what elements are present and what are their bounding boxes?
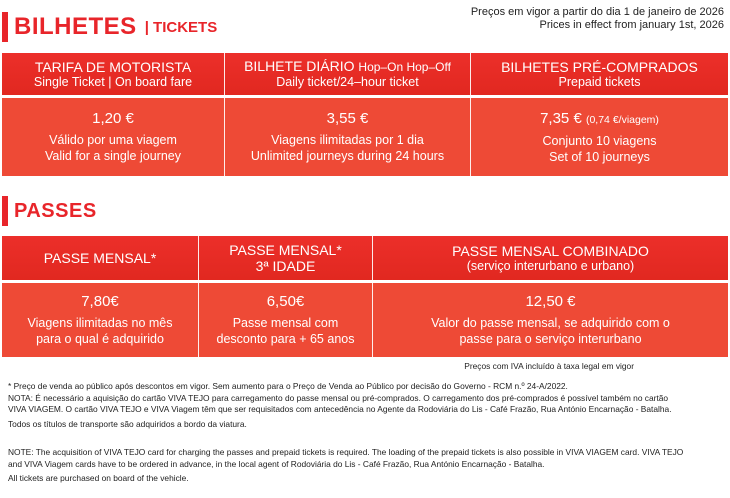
- footnote-line: NOTE: The acquisition of VIVA TEJO card for charging the passes and prepaid tickets is required. The loading of the prepaid tickets is also possible in VIVA VIAGEM card. VIVA TEJO: [8, 447, 684, 457]
- footnote-line: and VIVA Viagem cards have to be ordered in advance, in the local agent of Rodoviária do Lis - Café Frazão, Rua António Encarnação - Batalha.: [8, 458, 545, 469]
- pass-header-senior: [198, 236, 372, 280]
- pass-desc-line1: Valor do passe mensal, se adquirido com o: [431, 316, 670, 330]
- ticket-subtitle: Daily ticket/24–hour ticket: [276, 75, 419, 89]
- pass-desc-line1: Passe mensal com: [232, 316, 339, 330]
- pass-desc-line1: Viagens ilimitadas no mês: [27, 316, 173, 330]
- pass-desc-line2: passe para o serviço interurbano: [459, 332, 642, 346]
- pass-desc-line2: para o qual é adquirido: [36, 332, 164, 346]
- ticket-subtitle: Prepaid tickets: [558, 74, 641, 89]
- effect-date-en: Prices in effect from january 1st, 2026: [539, 19, 724, 31]
- footnote-line: NOTA: É necessário a aquisição do cartão VIVA TEJO para carregamento do passe mensal ou pré-comprados. O carregamento dos pré-comprados é possível também no cartão: [8, 392, 669, 403]
- footnote-line: Todos os títulos de transporte são adquiridos a bordo da viatura.: [8, 418, 247, 429]
- ticket-header-driver-fare: [2, 53, 224, 95]
- ticket-desc-pt: Válido por uma viagem: [49, 133, 177, 147]
- ticket-header-daily: [224, 53, 470, 95]
- pass-price: 6,50€: [266, 293, 305, 310]
- bilhetes-header-band: [2, 53, 728, 95]
- ticket-desc-pt: Conjunto 10 viagens: [542, 133, 657, 148]
- pass-price: 12,50 €: [525, 293, 576, 310]
- bilhetes-body-band: [2, 98, 728, 176]
- passes-accent-bar: [2, 196, 8, 226]
- ticket-price-row: [540, 110, 659, 129]
- vat-included-note: Preços com IVA incluído à taxa legal em vigor: [464, 361, 634, 371]
- ticket-title-text: TARIFA DE MOTORISTA: [34, 58, 192, 75]
- footnote-line: VIVA VIAGEM. O cartão VIVA TEJO e VIVA Viagem têm que ser requisitados com antecedência no Agente da Rodoviária do Lis - Café Frazão, Rua António Encarnação - Batalha.: [8, 404, 672, 414]
- ticket-price-per-trip: (0,74 €/viagem): [585, 113, 659, 126]
- ticket-price: 7,35 €: [540, 109, 582, 127]
- bilhetes-accent-bar: [2, 12, 8, 42]
- ticket-desc-en: Valid for a single journey: [45, 149, 181, 163]
- pass-desc-line2: desconto para + 65 anos: [216, 332, 355, 346]
- ticket-desc-pt: Viagens ilimitadas por 1 dia: [271, 133, 424, 147]
- pass-price: 7,80€: [81, 293, 119, 310]
- ticket-title: [501, 59, 698, 75]
- footnote-line: * Preço de venda ao público após descontos em vigor. Sem aumento para o Preço de Venda ao Público por decisão do Governo - RCM n.º 24-A/2022.: [8, 381, 568, 391]
- ticket-price: 3,55 €: [326, 110, 369, 127]
- ticket-body-prepaid: [470, 98, 728, 176]
- ticket-title-suffix: Hop–On Hop–Off: [358, 60, 451, 74]
- footnote-line: All tickets are purchased on board of the vehicle.: [8, 473, 189, 483]
- pass-body-senior: [198, 283, 372, 357]
- ticket-body-daily: [224, 98, 470, 176]
- bilhetes-title: BILHETES: [14, 13, 137, 40]
- bilhetes-heading: [2, 12, 217, 42]
- passes-title: PASSES: [14, 199, 97, 222]
- pass-header-monthly: [2, 236, 198, 280]
- pass-body-combined: [372, 283, 728, 357]
- ticket-title-text: BILHETES PRÉ-COMPRADOS: [501, 58, 698, 75]
- pass-header-combined: [372, 236, 728, 280]
- ticket-body-driver-fare: [2, 98, 224, 176]
- ticket-desc-en: Unlimited journeys during 24 hours: [250, 149, 445, 163]
- pass-title: PASSE MENSAL COMBINADO: [452, 242, 649, 259]
- pass-body-monthly: [2, 283, 198, 357]
- ticket-price: 1,20 €: [92, 110, 134, 127]
- ticket-title-text: BILHETE DIÁRIO: [244, 58, 355, 74]
- passes-header-band: [2, 236, 728, 280]
- ticket-desc-en: Set of 10 journeys: [549, 149, 650, 164]
- pass-title: PASSE MENSAL*: [43, 250, 157, 266]
- ticket-subtitle: Single Ticket | On board fare: [33, 74, 193, 89]
- footnotes-pt: [8, 381, 724, 430]
- ticket-title: [244, 58, 451, 75]
- bilhetes-subtitle: | TICKETS: [144, 18, 218, 36]
- ticket-title: [35, 59, 191, 75]
- effect-date-pt: Preços em vigor a partir do dia 1 de janeiro de 2026: [470, 6, 724, 18]
- pass-title: PASSE MENSAL*: [229, 242, 342, 258]
- pass-title-line2: (serviço interurbano e urbano): [466, 258, 635, 273]
- pass-title-line2: 3ª IDADE: [255, 258, 316, 274]
- footnotes-en: [8, 447, 724, 485]
- ticket-header-prepaid: [470, 53, 728, 95]
- passes-body-band: [2, 283, 728, 357]
- passes-heading: [2, 196, 97, 226]
- price-effective-date: [471, 6, 724, 32]
